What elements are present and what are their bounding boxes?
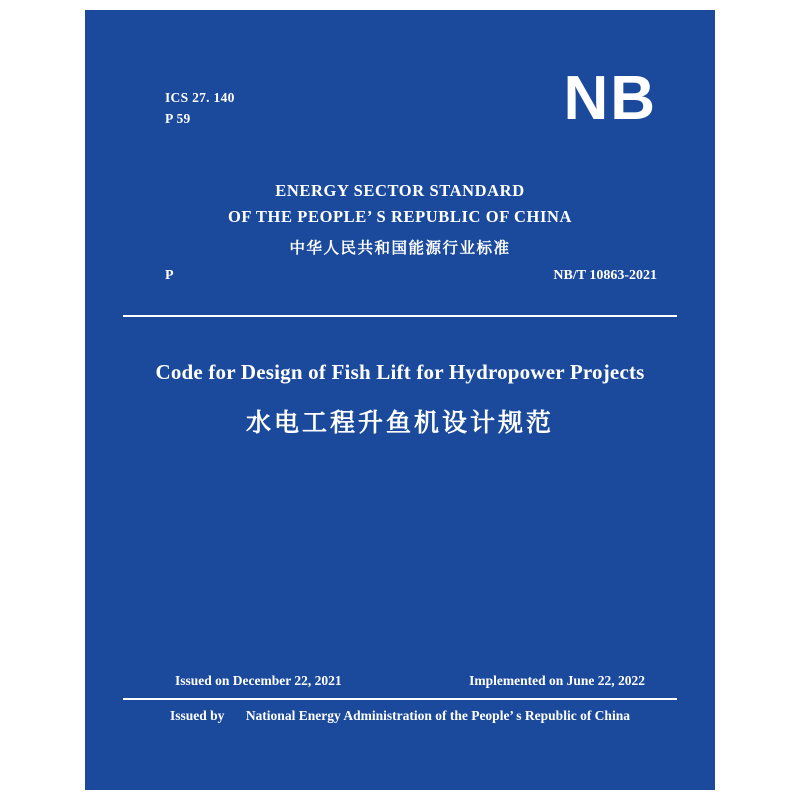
- dates-row: [175, 673, 645, 689]
- category-letter: P: [165, 268, 174, 283]
- title-block: [85, 358, 715, 439]
- ics-block: [165, 88, 235, 130]
- issuer-row: [85, 708, 715, 724]
- issuing-organization: [85, 178, 715, 258]
- standard-number: NB/T 10863-2021: [553, 268, 657, 283]
- divider-bottom: [123, 698, 677, 700]
- issued-by-value: National Energy Administration of the People’ s Republic of China: [245, 708, 630, 723]
- title-chinese: 水电工程升鱼机设计规范: [245, 408, 554, 438]
- nb-logo: NB: [563, 64, 657, 133]
- code-row: [165, 268, 657, 284]
- divider-top: [123, 315, 677, 317]
- issued-by-label: Issued by: [170, 708, 225, 723]
- org-line-1: ENERGY SECTOR STANDARD: [275, 181, 525, 200]
- implemented-date: Implemented on June 22, 2022: [469, 673, 645, 688]
- org-line-2: OF THE PEOPLE’ S REPUBLIC OF CHINA: [227, 206, 573, 226]
- title-english: Code for Design of Fish Lift for Hydropower Projects: [155, 360, 645, 384]
- classification-code: P 59: [165, 110, 191, 126]
- ics-code: ICS 27. 140: [165, 90, 235, 105]
- standard-cover: [85, 10, 715, 790]
- org-line-chinese: 中华人民共和国能源行业标准: [289, 239, 511, 258]
- issued-date: Issued on December 22, 2021: [175, 673, 342, 688]
